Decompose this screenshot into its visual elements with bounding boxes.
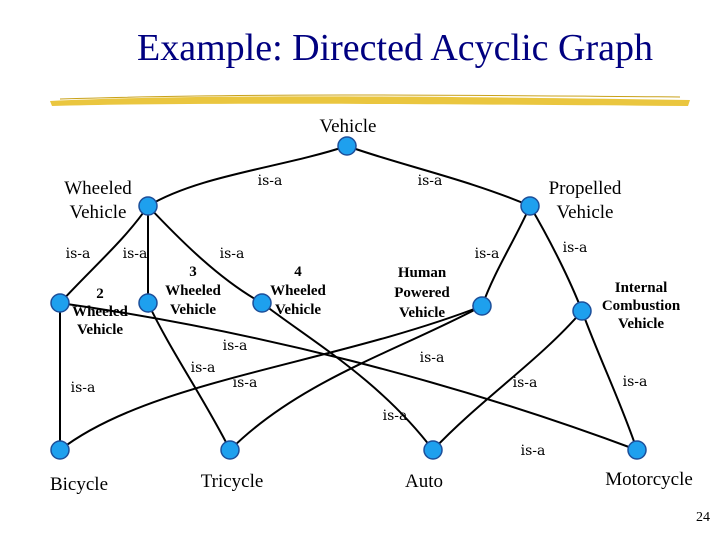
edge-label: is-a	[190, 360, 216, 376]
node-label-bicycle: Bicycle	[49, 474, 109, 495]
node-label-four-wheeled: 4 Wheeled Vehicle	[270, 264, 326, 318]
node-three-wheeled	[139, 294, 157, 312]
node-label-tricycle: Tricycle	[200, 471, 264, 492]
node-human-powered	[473, 297, 491, 315]
edge-label: is-a	[382, 408, 408, 424]
edge-label: is-a	[222, 338, 248, 354]
edge-label: is-a	[562, 240, 588, 256]
node-label-wheeled-vehicle: Wheeled Vehicle	[64, 178, 132, 223]
edge-auto-to-internal_combustion	[433, 311, 582, 450]
edge-label: is-a	[219, 246, 245, 262]
node-internal-combustion	[573, 302, 591, 320]
edge-label: is-a	[232, 375, 258, 391]
node-bicycle	[51, 441, 69, 459]
node-wheeled-vehicle	[139, 197, 157, 215]
node-label-internal-combustion: Internal Combustion Vehicle	[601, 280, 681, 332]
node-four-wheeled	[253, 294, 271, 312]
edge-wheeled_vehicle-to-vehicle	[148, 146, 347, 206]
edge-tricycle-to-human_powered	[230, 306, 482, 450]
edge-label: is-a	[122, 246, 148, 262]
edge-label: is-a	[512, 375, 538, 391]
node-label-two-wheeled: 2 Wheeled Vehicle	[72, 286, 128, 338]
edge-motorcycle-to-two_wheeled	[60, 303, 637, 450]
node-vehicle	[338, 137, 356, 155]
node-label-three-wheeled: 3 Wheeled Vehicle	[165, 264, 221, 318]
node-two-wheeled	[51, 294, 69, 312]
node-label-human-powered: Human Powered Vehicle	[394, 265, 450, 321]
edge-label: is-a	[419, 350, 445, 366]
node-label-motorcycle: Motorcycle	[605, 469, 693, 490]
edge-label: is-a	[622, 374, 648, 390]
edge-label: is-a	[520, 443, 546, 459]
edge-label: is-a	[65, 246, 91, 262]
node-tricycle	[221, 441, 239, 459]
node-label-propelled-vehicle: Propelled Vehicle	[548, 178, 622, 223]
node-auto	[424, 441, 442, 459]
page-number: 24	[696, 510, 710, 525]
node-motorcycle	[628, 441, 646, 459]
node-label-vehicle: Vehicle	[319, 116, 377, 137]
node-propelled-vehicle	[521, 197, 539, 215]
edge-label: is-a	[417, 173, 443, 189]
slide-title: Example: Directed Acyclic Graph	[137, 27, 653, 69]
edge-label: is-a	[257, 173, 283, 189]
node-label-auto: Auto	[405, 471, 443, 492]
edge-label: is-a	[474, 246, 500, 262]
edge-label: is-a	[70, 380, 96, 396]
